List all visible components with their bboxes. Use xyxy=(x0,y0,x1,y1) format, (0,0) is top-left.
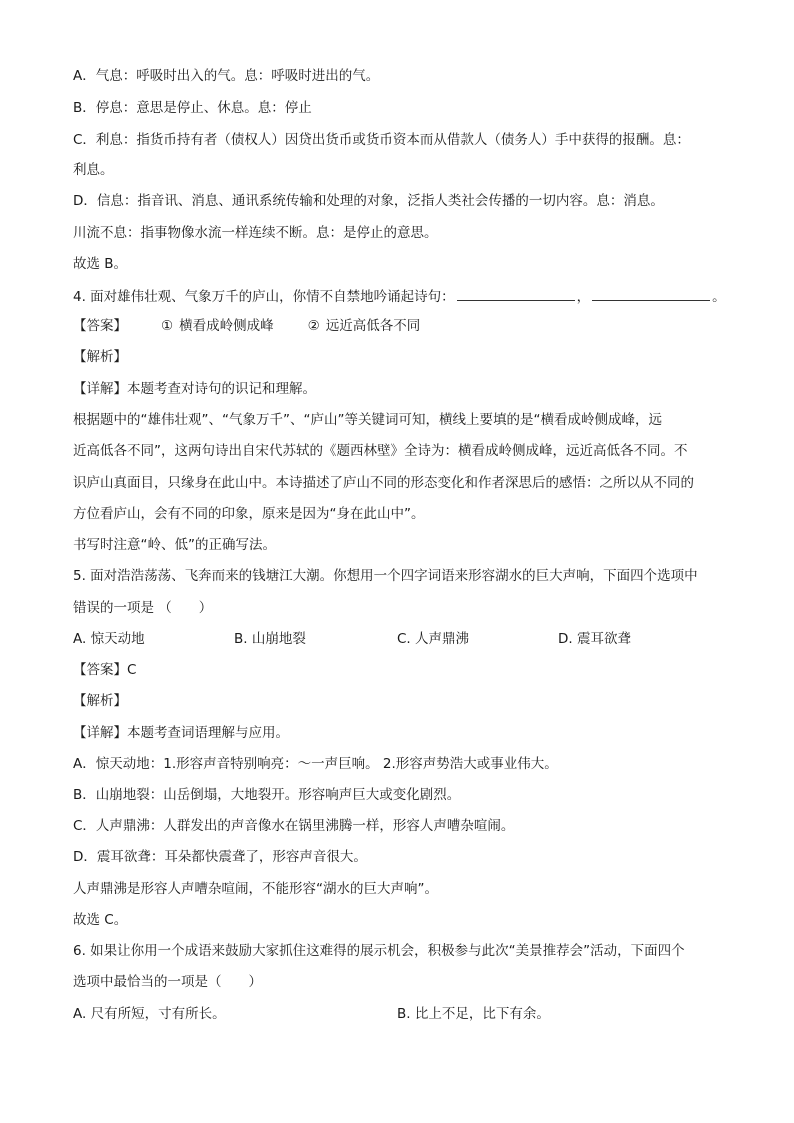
option-b: B. 比上不足，比下有余。 xyxy=(397,1006,550,1022)
answer-line xyxy=(73,316,724,336)
answer-blank xyxy=(592,286,710,301)
detail-line: 【详解】本题考查词语理解与应用。 xyxy=(73,725,289,741)
question-6-line: 选项中最恰当的一项是（ ） xyxy=(73,974,262,990)
paragraph-line: 识庐山真面目，只缘身在此山中。本诗描述了庐山不同的形态变化和作者深思后的感悟：之所以从不同的 xyxy=(73,475,694,491)
analysis-line: 人声鼎沸是形容人声嘈杂喧闹，不能形容“湖水的巨大声响”。 xyxy=(73,881,438,897)
analysis-line: C．利息：指货币持有者（债权人）因贷出货币或货币资本而从借款人（债务人）手中获得的报酬。息： xyxy=(73,132,690,148)
option-a: A. 惊天动地 xyxy=(73,631,145,647)
conclusion-line: 故选 B。 xyxy=(73,256,128,272)
circle-one-icon: ① xyxy=(161,318,174,334)
paragraph-line: 书写时注意“岭、低”的正确写法。 xyxy=(73,537,276,553)
option-b: B. 山崩地裂 xyxy=(234,631,306,647)
paragraph-line: 近高低各不同”，这两句诗出自宋代苏轼的《题西林壁》全诗为：横看成岭侧成峰，远近高低各不同。不 xyxy=(73,443,688,459)
answer-line: 【答案】C xyxy=(73,662,137,678)
conclusion-line: 故选 C。 xyxy=(73,912,128,928)
analysis-line: D．信息：指音讯、消息、通讯系统传输和处理的对象，泛指人类社会传播的一切内容。息：消息。 xyxy=(73,193,664,209)
separator: ， xyxy=(576,289,591,305)
answer-tag: 【答案】 xyxy=(73,318,127,334)
answer-text: 远近高低各不同 xyxy=(325,318,421,334)
paragraph-line: 方位看庐山，会有不同的印象，原来是因为“身在此山中”。 xyxy=(73,506,425,522)
question-4 xyxy=(73,286,724,307)
question-5-line: 错误的一项是 （ ） xyxy=(73,600,213,616)
answer-text: 横看成岭侧成峰 xyxy=(179,318,274,334)
analysis-tag: 【解析】 xyxy=(73,693,127,709)
analysis-line: B．山崩地裂：山岳倒塌，大地裂开。形容响声巨大或变化剧烈。 xyxy=(73,787,461,803)
analysis-line: D．震耳欲聋：耳朵都快震聋了，形容声音很大。 xyxy=(73,849,367,865)
analysis-line: A．惊天动地：1.形容声音特别响亮：～一声巨响。 2.形容声势浩大或事业伟大。 xyxy=(73,756,558,772)
analysis-tag: 【解析】 xyxy=(73,349,127,365)
analysis-line: B．停息：意思是停止、休息。息：停止 xyxy=(73,100,312,116)
analysis-line: C．人声鼎沸：人群发出的声音像水在锅里沸腾一样，形容人声嘈杂喧闹。 xyxy=(73,818,515,834)
circle-two-icon: ② xyxy=(307,318,320,334)
question-6-line: 6. 如果让你用一个成语来鼓励大家抓住这难得的展示机会，积极参与此次“美景推荐会”活动，下面四个 xyxy=(73,943,685,959)
option-d: D. 震耳欲聋 xyxy=(558,631,631,647)
question-5-line: 5. 面对浩浩荡荡、飞奔而来的钱塘江大潮。你想用一个四字词语来形容湖水的巨大声响，下面四个选项中 xyxy=(73,568,698,584)
analysis-line: 川流不息：指事物像水流一样连续不断。息：是停止的意思。 xyxy=(73,225,438,241)
analysis-line: 利息。 xyxy=(73,162,114,178)
option-a: A. 尺有所短，寸有所长。 xyxy=(73,1006,226,1022)
answer-blank xyxy=(457,286,575,301)
option-c: C. 人声鼎沸 xyxy=(397,631,470,647)
paragraph-line: 根据题中的“雄伟壮观”、“气象万千”、“庐山”等关键词可知，横线上要填的是“横看成岭侧成峰，远 xyxy=(73,412,662,428)
end-mark: 。 xyxy=(712,289,726,305)
question-text: 4. 面对雄伟壮观、气象万千的庐山，你情不自禁地吟诵起诗句： xyxy=(73,289,455,305)
analysis-line: A．气息：呼吸时出入的气。息：呼吸时进出的气。 xyxy=(73,68,380,84)
detail-line: 【详解】本题考查对诗句的识记和理解。 xyxy=(73,381,316,397)
